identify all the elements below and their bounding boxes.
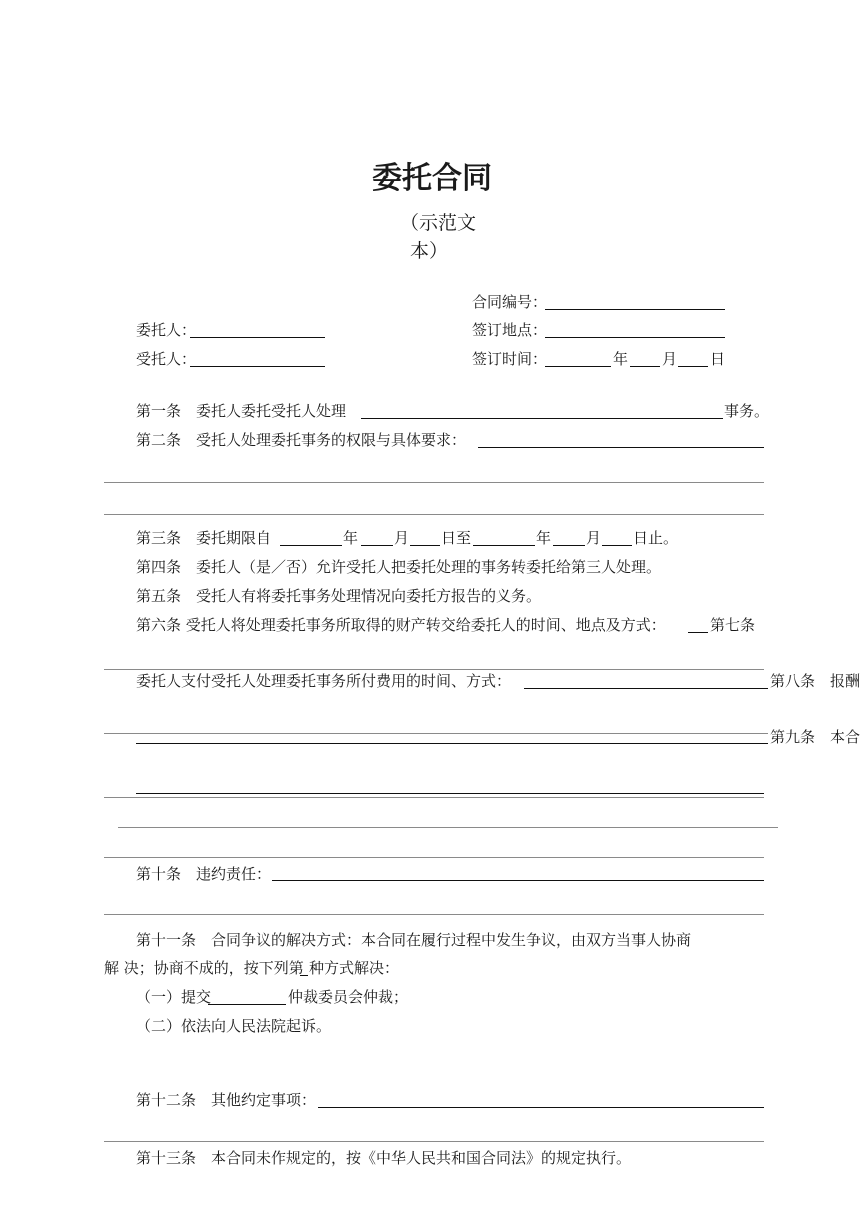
term-start-month-unit: 月 [394, 529, 410, 547]
article-9-field[interactable] [136, 793, 764, 794]
article-3: 第三条 委托期限自 [136, 529, 272, 547]
term-end-year-unit: 年 [536, 529, 552, 547]
article-8-blank-line[interactable] [104, 733, 768, 734]
document-title: 委托合同 [372, 161, 492, 196]
article-13: 第十三条 本合同未作规定的，按《中华人民共和国合同法》的规定执行。 [136, 1149, 632, 1167]
article-12: 第十二条 其他约定事项： [136, 1091, 317, 1109]
article-2-field[interactable] [478, 447, 764, 448]
contract-number-label: 合同编号： [472, 293, 548, 311]
article-1-field[interactable] [361, 418, 723, 419]
article-6-field[interactable] [688, 632, 708, 633]
article-11-option-2: （二）依法向人民法院起诉。 [136, 1017, 332, 1035]
article-11-option-1-tail: 仲裁委员会仲裁； [288, 988, 409, 1006]
term-day-to: 日至 [441, 529, 472, 547]
article-10-field[interactable] [272, 880, 764, 881]
article-7-field[interactable] [524, 688, 768, 689]
article-9-heading: 第九条 本合 [770, 728, 861, 746]
sign-year-unit: 年 [613, 350, 629, 368]
article-8-heading: 第八条 报酬 [770, 672, 861, 690]
article-10: 第十条 违约责任： [136, 865, 272, 883]
term-end-year-field[interactable] [473, 545, 535, 546]
article-1: 第一条 委托人委托受托人处理 [136, 402, 347, 420]
sign-month-field[interactable] [630, 366, 660, 367]
principal-label: 委托人： [136, 321, 197, 339]
article-9-blank-line-2[interactable] [118, 827, 778, 828]
agent-field[interactable] [190, 366, 325, 367]
article-12-field[interactable] [318, 1107, 764, 1108]
document-subtitle-line1: （示范文 [400, 212, 477, 234]
agent-label: 受托人： [136, 350, 197, 368]
article-2-blank-line[interactable] [104, 482, 764, 483]
sign-place-field[interactable] [545, 337, 725, 338]
term-end-month-unit: 月 [586, 529, 602, 547]
document-subtitle-line2: 本） [410, 240, 449, 262]
term-start-day-field[interactable] [410, 545, 440, 546]
article-5: 第五条 受托人有将委托事务处理情况向委托方报告的义务。 [136, 587, 542, 605]
article-10-blank-line[interactable] [104, 914, 764, 915]
article-1-tail: 事务。 [724, 402, 770, 420]
article-9-blank-line-3[interactable] [104, 857, 764, 858]
article-4: 第四条 委托人（是／否）允许受托人把委托处理的事务转委托给第三人处理。 [136, 558, 662, 576]
article-7-heading: 第七条 [710, 616, 756, 634]
sign-year-field[interactable] [545, 366, 611, 367]
article-11-line-1: 第十一条 合同争议的解决方式：本合同在履行过程中发生争议，由双方当事人协商 [136, 931, 692, 949]
arbitration-commission-field[interactable] [208, 1004, 286, 1005]
term-start-year-field[interactable] [280, 545, 342, 546]
article-9-blank-line[interactable] [104, 797, 764, 798]
article-2: 第二条 受托人处理委托事务的权限与具体要求： [136, 431, 467, 449]
dispute-option-field[interactable] [300, 975, 308, 976]
sign-month-unit: 月 [662, 350, 678, 368]
term-end-day-field[interactable] [602, 545, 632, 546]
sign-day-unit: 日 [710, 350, 726, 368]
principal-field[interactable] [190, 337, 325, 338]
term-start-month-field[interactable] [361, 545, 393, 546]
article-2-blank-line-2[interactable] [104, 514, 764, 515]
article-6: 第六条 受托人将处理委托事务所取得的财产转交给委托人的时间、地点及方式： [136, 616, 666, 634]
article-7-body: 委托人支付受托人处理委托事务所付费用的时间、方式： [136, 672, 512, 690]
sign-day-field[interactable] [678, 366, 708, 367]
term-end: 日止。 [633, 529, 679, 547]
article-11-line-2-tail: 种方式解决： [309, 959, 400, 977]
article-8-field[interactable] [136, 743, 768, 744]
term-start-year-unit: 年 [343, 529, 359, 547]
contract-number-field[interactable] [545, 309, 725, 310]
article-12-blank-line[interactable] [104, 1141, 764, 1142]
article-6-blank-line[interactable] [104, 669, 764, 670]
term-end-month-field[interactable] [553, 545, 585, 546]
sign-time-label: 签订时间： [472, 350, 548, 368]
sign-place-label: 签订地点： [472, 321, 548, 339]
article-11-line-2: 解 决；协商不成的，按下列第 [104, 959, 304, 977]
article-11-option-1: （一）提交 [136, 988, 212, 1006]
